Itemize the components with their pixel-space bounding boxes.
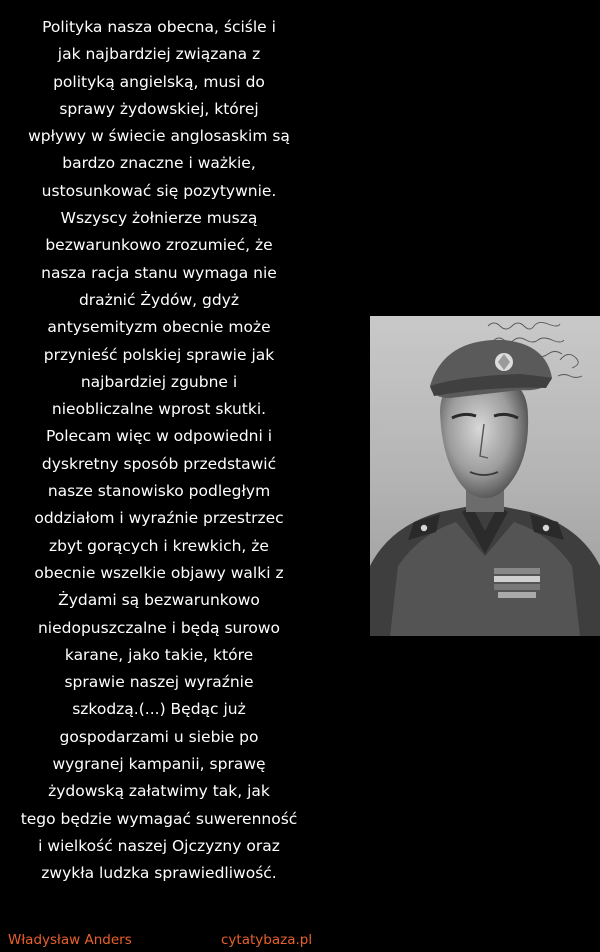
quote-line: karane, jako takie, które	[64, 645, 254, 664]
site-link[interactable]: cytatybaza.pl	[221, 932, 313, 948]
quote-line: i wielkość naszej Ojczyzny oraz	[38, 836, 280, 855]
quote-line: polityką angielską, musi do	[53, 72, 265, 91]
quote-line: sprawie naszej wyraźnie	[64, 673, 254, 692]
quote-line: szkodzą.(...) Będąc już	[72, 700, 246, 719]
quote-line: nasze stanowisko podległym	[47, 482, 271, 501]
quote-line: wygranej kampanii, sprawę	[52, 755, 266, 774]
quote-line: antysemityzm obecnie może	[47, 318, 271, 337]
cap-eagle-badge	[495, 353, 513, 371]
quote-line: jak najbardziej związana z	[57, 45, 261, 64]
quote-line: Wszyscy żołnierze muszą	[60, 209, 258, 228]
quote-line: wpływy w świecie anglosaskim są	[28, 127, 290, 146]
quote-line: obecnie wszelkie objawy walki z	[34, 563, 284, 582]
quote-line: Polityka nasza obecna, ściśle i	[42, 18, 276, 36]
quote-line: nieobliczalne wprost skutki.	[51, 400, 267, 419]
quote-line: oddziałom i wyraźnie przestrzec	[34, 509, 284, 528]
quote-line: Żydami są bezwarunkowo	[58, 591, 260, 610]
quote-line: Polecam więc w odpowiedni i	[45, 427, 273, 446]
quote-line: niedopuszczalne i będą surowo	[37, 618, 281, 637]
author-name: Władysław Anders	[8, 932, 132, 948]
quote-line: nasza racja stanu wymaga nie	[41, 263, 277, 282]
quote-line: przynieść polskiej sprawie jak	[43, 345, 275, 364]
quote-line: żydowską załatwimy tak, jak	[48, 782, 270, 801]
portrait-drawing	[370, 316, 600, 636]
quote-line: zbyt gorących i krewkich, że	[49, 536, 269, 555]
quote-line: sprawy żydowskiej, której	[59, 99, 259, 118]
quote-text	[0, 14, 318, 888]
quote-line: dyskretny sposób przedstawić	[41, 454, 277, 473]
quote-line: zwykła ludzka sprawiedliwość.	[41, 864, 277, 883]
quote-line: bardzo znaczne i ważkie,	[62, 154, 256, 173]
author-portrait	[370, 316, 600, 636]
quote-line: bezwarunkowo zrozumieć, że	[45, 236, 273, 255]
quote-line: najbardziej zgubne i	[80, 372, 238, 391]
quote-line: gospodarzami u siebie po	[59, 727, 259, 746]
quote-line: drażnić Żydów, gdyż	[78, 290, 240, 309]
quote-line: tego będzie wymagać suwerenność	[20, 809, 298, 828]
footer	[0, 930, 600, 950]
quote-line: ustosunkować się pozytywnie.	[41, 181, 277, 200]
